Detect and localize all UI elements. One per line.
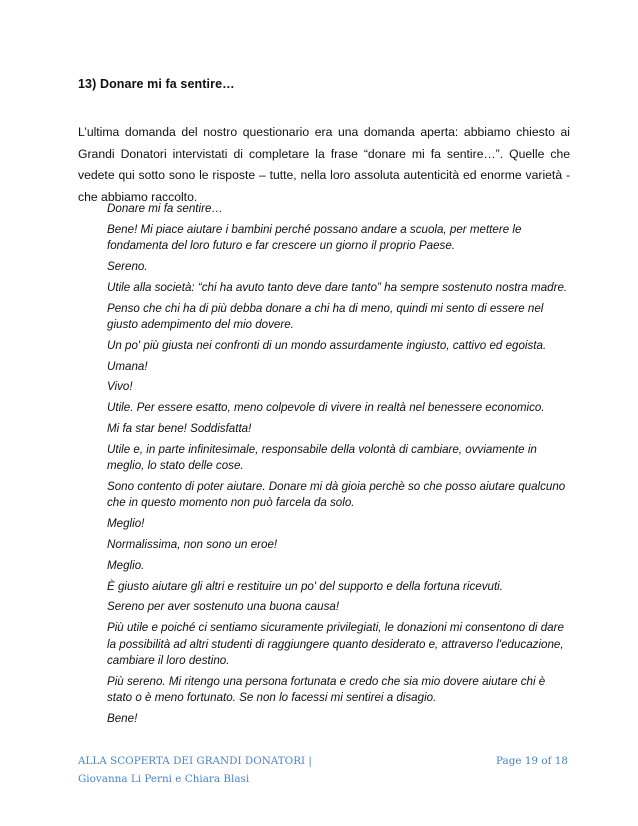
response-item: Utile alla società: “chi ha avuto tanto deve dare tanto” ha sempre sostenuto nostra madre. (107, 280, 568, 294)
response-item: Un po' più giusta nei confronti di un mondo assurdamente ingiusto, cattivo ed egoista. (107, 338, 547, 352)
response-item: Normalissima, non sono un eroe! (107, 537, 278, 551)
responses-list (107, 201, 572, 732)
response-item: Sereno per aver sostenuto una buona causa! (107, 600, 340, 614)
response-item: Bene! Mi piace aiutare i bambini perché possano andare a scuola, per mettere le fondamenta del loro futuro e far crescere un giorno il proprio Paese. (107, 222, 522, 253)
response-item: Più sereno. Mi ritengo una persona fortunata e credo che sia mio dovere aiutare chi è stato o è meno fortunato. Se non lo facessi mi sentirei a disagio. (107, 674, 546, 705)
response-item: Umana! (107, 359, 148, 373)
response-item: Bene! (107, 711, 138, 725)
response-item: Utile e, in parte infinitesimale, responsabile della volontà di cambiare, ovviamente in meglio, lo stato delle cose. (107, 442, 537, 473)
intro-paragraph (78, 122, 570, 208)
response-item: Penso che chi ha di più debba donare a chi ha di meno, quindi mi sento di essere nel giusto adempimento del mio dovere. (107, 301, 544, 331)
page-number: Page 19 of 18 (496, 755, 568, 767)
response-item: Sono contento di poter aiutare. Donare mi dà gioia perchè so che posso aiutare qualcuno che in questo momento non può farcela da solo. (107, 479, 566, 510)
response-item: Meglio. (107, 558, 145, 572)
response-item: È giusto aiutare gli altri e restituire un po' del supporto e della fortuna ricevuti. (107, 579, 503, 593)
response-item: Più utile e poiché ci sentiamo sicuramente privilegiati, le donazioni mi consentono di dare la possibilità ad altri studenti di raggiungere quanto desiderato e, attraverso l'educazione, cambiare il loro destino. (107, 621, 564, 667)
response-item: Mi fa star bene! Soddisfatta! (107, 421, 252, 435)
response-item: Donare mi fa sentire… (107, 202, 223, 215)
footer-left (78, 753, 312, 788)
response-item: Utile. Per essere esatto, meno colpevole di vivere in realtà nel benessere economico. (107, 401, 545, 415)
response-item: Sereno. (107, 260, 148, 273)
response-item: Meglio! (107, 517, 145, 531)
footer-title: ALLA SCOPERTA DEI GRANDI DONATORI | (78, 755, 312, 767)
footer-authors: Giovanna Li Perni e Chiara Blasi (78, 772, 250, 785)
response-item: Vivo! (107, 380, 133, 394)
section-heading: 13) Donare mi fa sentire… (78, 77, 235, 91)
intro-text: L’ultima domanda del nostro questionario era una domanda aperta: abbiamo chiesto ai Grandi Donatori intervistati di completare la frase “donare mi fa sentire…”. Quelle che vedete qui sotto sono le risposte – tutte, nella loro assoluta autenticità ed enorme varietà - che abbiamo raccolto. (78, 125, 570, 204)
